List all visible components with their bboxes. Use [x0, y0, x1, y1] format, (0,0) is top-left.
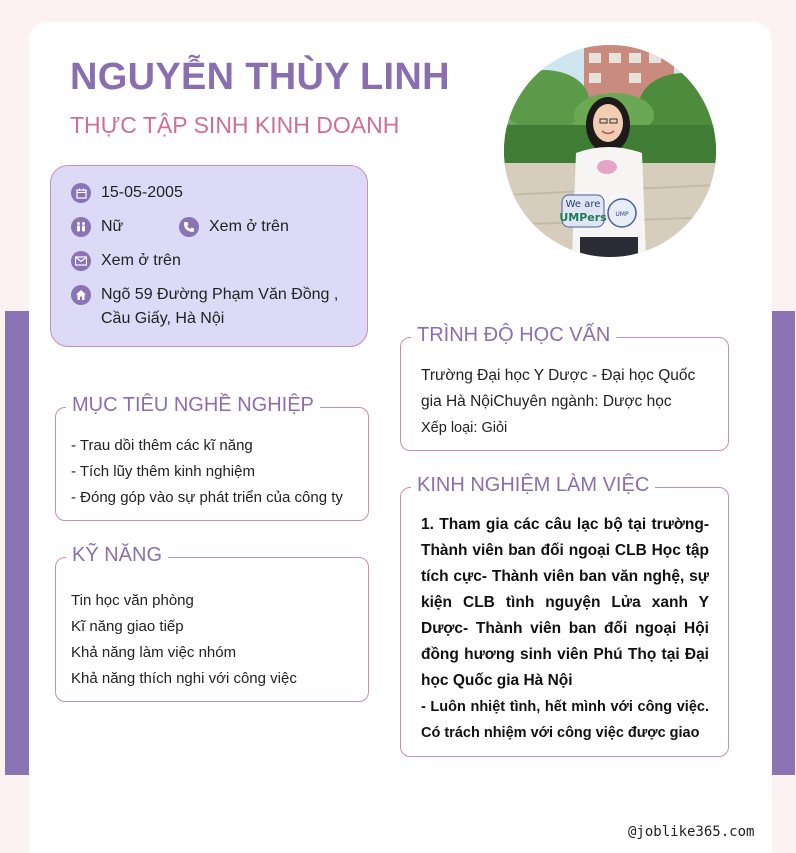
address-line-1: Ngõ 59 Đường Phạm Văn Đồng , — [101, 286, 339, 303]
objective-item: - Trau dồi thêm các kĩ năng — [71, 437, 253, 454]
home-icon — [71, 285, 91, 305]
skill-item: Kĩ năng giao tiếp — [71, 618, 184, 635]
contact-address-row — [71, 285, 338, 331]
experience-paragraph-1: 1. Tham gia các câu lạc bộ tại trường- Thành viên ban đối ngoại CLB Học tập tích cực- Thành viên ban văn nghệ, sự kiện CLB tình nguyện Lửa xanh Y Dược- Thành viên ban đối ngoại Hội đồng hương sinh viên Phú Thọ tại Đại học Quốc gia Hà Nội — [421, 516, 709, 689]
education-line-2: gia Hà NộiChuyên ngành: Dược học — [421, 393, 672, 410]
career-objective-section — [55, 394, 369, 521]
birthdate-value: 15-05-2005 — [101, 184, 183, 201]
work-experience-title: KINH NGHIỆM LÀM VIỆC — [411, 474, 655, 497]
ump-badge-text: UMP — [615, 211, 629, 218]
gender-icon — [71, 217, 91, 237]
skills-list — [71, 588, 297, 692]
education-section — [400, 324, 729, 451]
education-title: TRÌNH ĐỘ HỌC VẤN — [411, 324, 616, 347]
profile-photo — [504, 45, 716, 257]
email-value: Xem ở trên — [101, 252, 181, 269]
profile-photo-illustration — [504, 45, 716, 257]
candidate-name: NGUYỄN THÙY LINH — [70, 56, 450, 98]
contact-email-row — [71, 251, 181, 273]
contact-phone-row — [179, 217, 289, 239]
calendar-icon — [71, 183, 91, 203]
education-line-1: Trường Đại học Y Dược - Đại học Quốc — [421, 367, 696, 384]
sign-text-we-are: We are — [565, 199, 601, 210]
objective-item: - Đóng góp vào sự phát triển của công ty — [71, 489, 343, 506]
mail-icon — [71, 251, 91, 271]
address-line-2: Cầu Giấy, Hà Nội — [101, 310, 225, 327]
left-accent-band — [5, 311, 29, 775]
skills-section — [55, 544, 369, 702]
contact-gender-row — [71, 217, 123, 239]
work-experience-body — [421, 512, 709, 746]
right-accent-band — [772, 311, 795, 775]
career-objective-title: MỤC TIÊU NGHỀ NGHIỆP — [66, 394, 320, 417]
contact-info-box — [50, 165, 368, 347]
job-title: THỰC TẬP SINH KINH DOANH — [70, 112, 400, 138]
sign-text-umpers: UMPers — [559, 211, 607, 224]
gender-value: Nữ — [101, 218, 124, 235]
experience-paragraph-2: - Luôn nhiệt tình, hết mình với công việc. Có trách nhiệm với công việc được giao — [421, 699, 709, 741]
work-experience-section — [400, 474, 729, 757]
skill-item: Khả năng thích nghi với công việc — [71, 670, 297, 687]
education-body — [421, 363, 695, 441]
contact-birthdate-row — [71, 183, 183, 205]
watermark-text: @joblike365.com — [628, 824, 755, 840]
career-objective-list — [71, 433, 343, 511]
skill-item: Khả năng làm việc nhóm — [71, 644, 237, 661]
phone-icon — [179, 217, 199, 237]
objective-item: - Tích lũy thêm kinh nghiệm — [71, 463, 255, 480]
phone-value: Xem ở trên — [209, 218, 289, 235]
skills-title: KỸ NĂNG — [66, 544, 168, 567]
skill-item: Tin học văn phòng — [71, 592, 194, 609]
education-line-3: Xếp loại: Giỏi — [421, 420, 508, 436]
